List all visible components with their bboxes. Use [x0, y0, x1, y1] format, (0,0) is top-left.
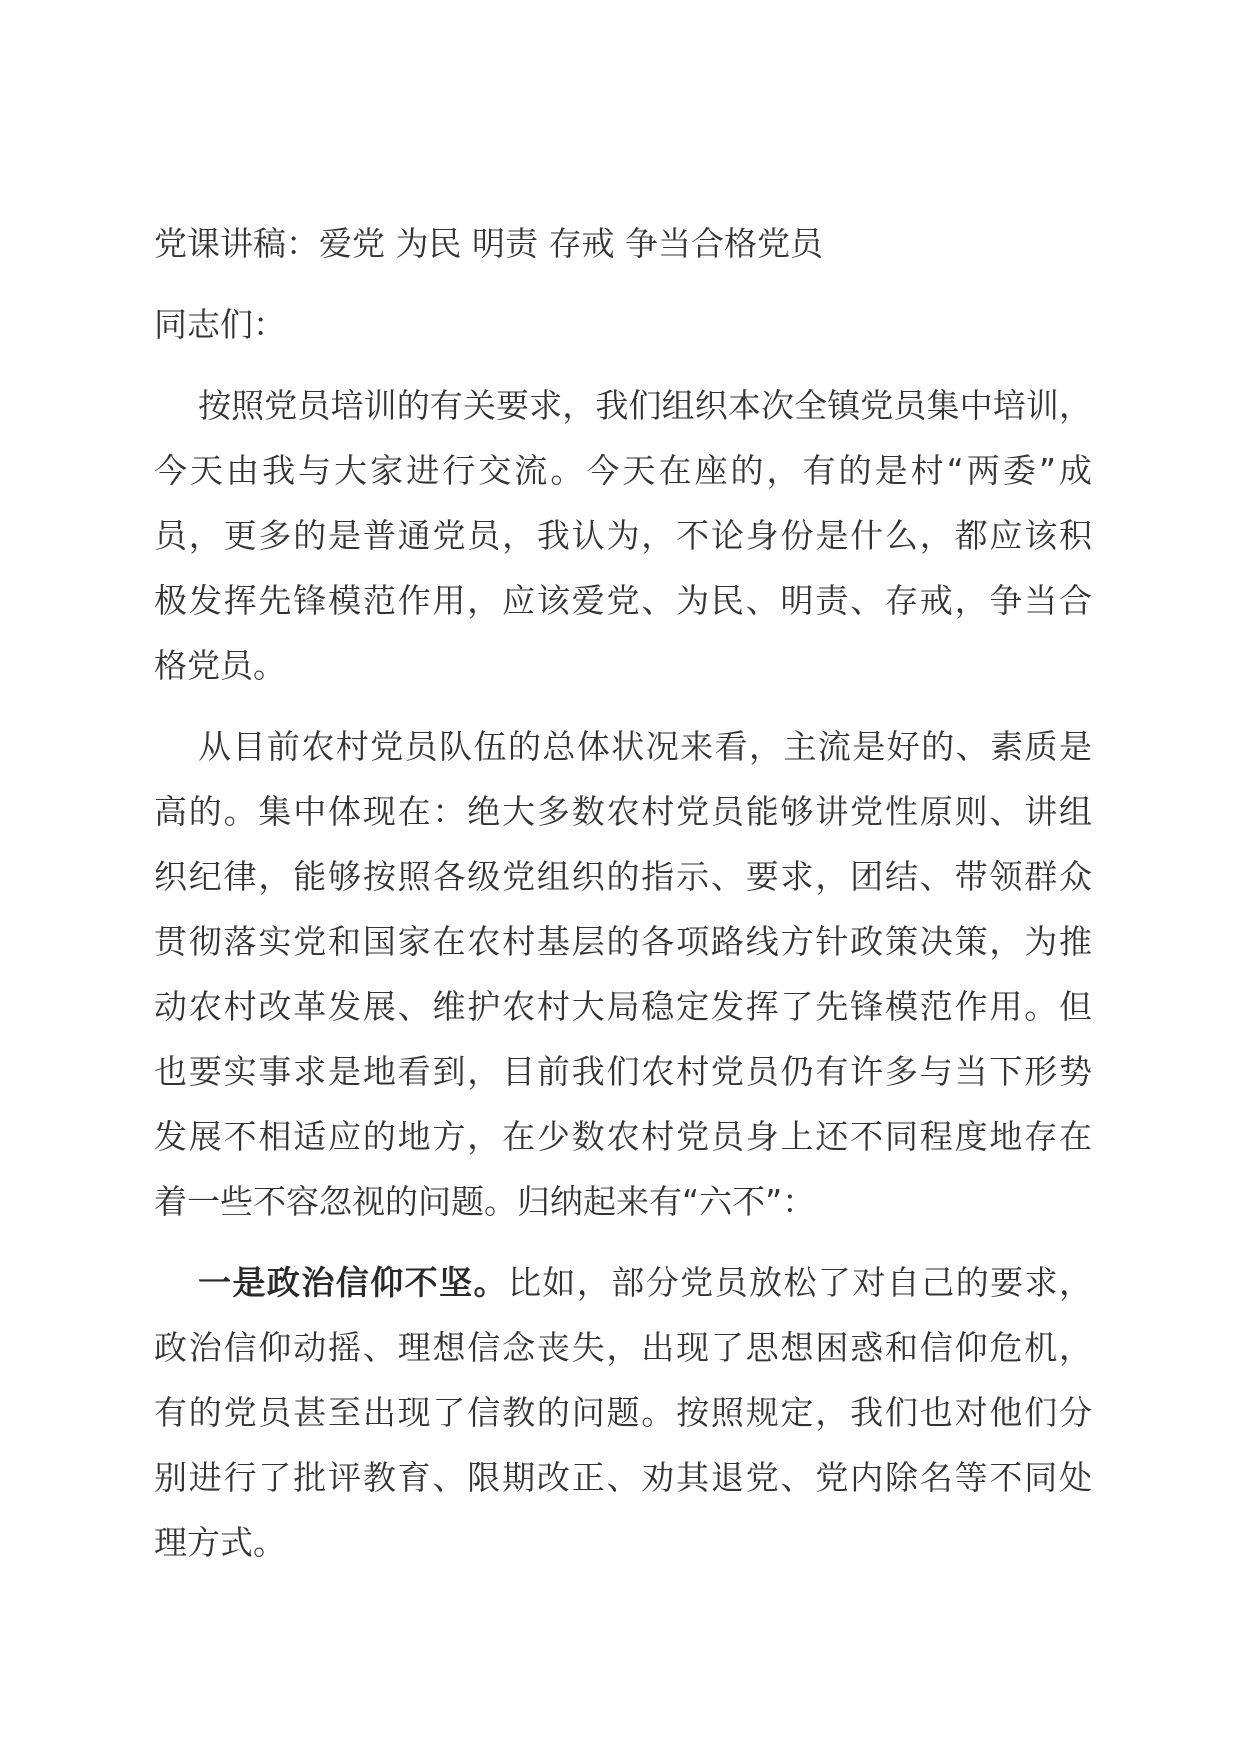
paragraph-1-line-4: 极发挥先锋模范作用，应该爱党、为民、明责、存戒，争当合	[154, 581, 1092, 620]
paragraph-1-line-3: 员，更多的是普通党员，我认为，不论身份是什么，都应该积	[154, 516, 1092, 555]
paragraph-2-line-1: 从目前农村党员队伍的总体状况来看，主流是好的、素质是	[198, 727, 1092, 766]
paragraph-3-line-5: 理方式。	[154, 1523, 286, 1562]
salutation: 同志们：	[154, 305, 286, 344]
paragraph-2-line-4: 贯彻落实党和国家在农村基层的各项路线方针政策决策，为推	[154, 922, 1092, 961]
salutation-block	[154, 292, 1092, 357]
paragraph-3-line-1-text: 比如，部分党员放松了对自己的要求，	[507, 1263, 1093, 1302]
document-title-block	[154, 211, 1092, 276]
paragraph-2	[154, 714, 1092, 1234]
paragraph-1-line-2: 今天由我与大家进行交流。今天在座的，有的是村“两委”成	[154, 451, 1092, 490]
paragraph-2-line-6: 也要实事求是地看到，目前我们农村党员仍有许多与当下形势	[154, 1052, 1092, 1091]
document-page	[154, 211, 1092, 1591]
paragraph-3-line-1	[154, 1250, 1092, 1315]
paragraph-2-line-5: 动农村改革发展、维护农村大局稳定发挥了先锋模范作用。但	[154, 987, 1092, 1026]
paragraph-1-line-5: 格党员。	[154, 646, 286, 685]
paragraph-1	[154, 373, 1092, 698]
paragraph-3-lead-heading: 一是政治信仰不坚。	[198, 1263, 508, 1302]
document-title: 党课讲稿：爱党 为民 明责 存戒 争当合格党员	[154, 224, 823, 263]
paragraph-2-line-2: 高的。集中体现在：绝大多数农村党员能够讲党性原则、讲组	[154, 792, 1092, 831]
paragraph-2-line-7: 发展不相适应的地方，在少数农村党员身上还不同程度地存在	[154, 1117, 1092, 1156]
paragraph-3-line-2: 政治信仰动摇、理想信念丧失，出现了思想困惑和信仰危机，	[154, 1328, 1092, 1367]
paragraph-2-line-3: 织纪律，能够按照各级党组织的指示、要求，团结、带领群众	[154, 857, 1092, 896]
paragraph-3	[154, 1250, 1092, 1575]
paragraph-2-line-8: 着一些不容忽视的问题。归纳起来有“六不”：	[154, 1182, 816, 1221]
paragraph-1-line-1: 按照党员培训的有关要求，我们组织本次全镇党员集中培训，	[198, 386, 1092, 425]
paragraph-3-line-4: 别进行了批评教育、限期改正、劝其退党、党内除名等不同处	[154, 1458, 1092, 1497]
paragraph-3-line-3: 有的党员甚至出现了信教的问题。按照规定，我们也对他们分	[154, 1393, 1092, 1432]
